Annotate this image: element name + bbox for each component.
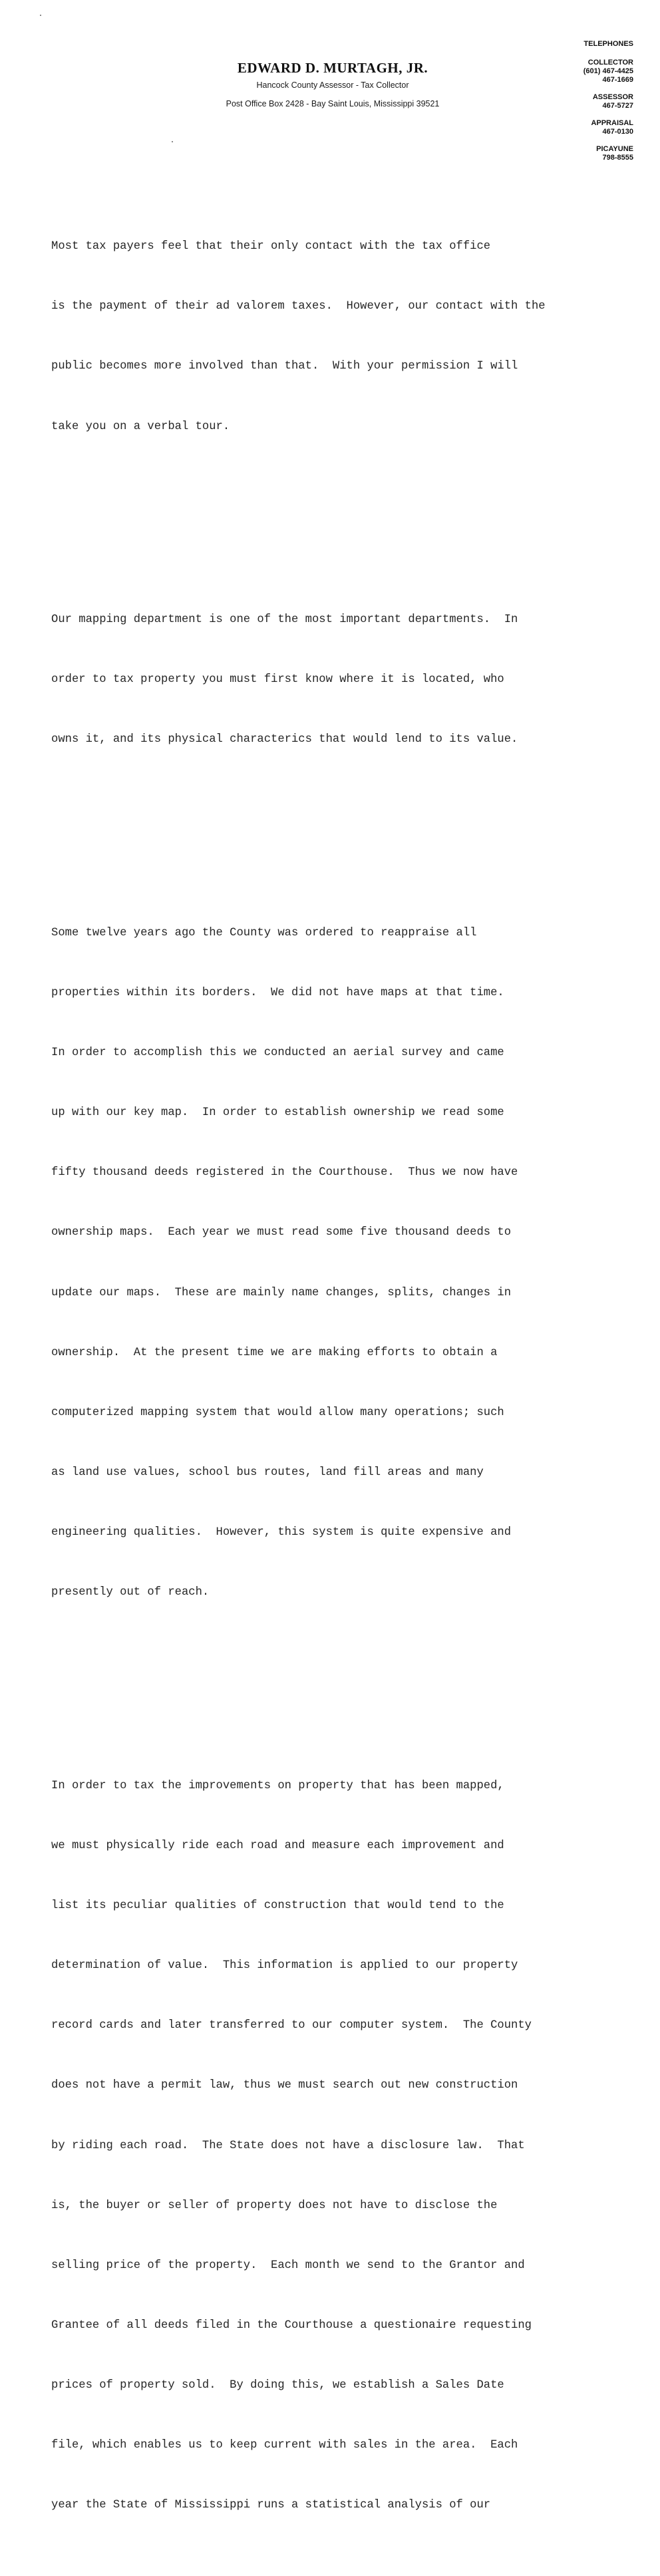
telephones-heading: TELEPHONES — [583, 40, 633, 48]
text-line: In order to tax the improvements on property that has been mapped, — [51, 1779, 504, 1792]
text-line: take you on a verbal tour. — [51, 420, 230, 433]
text-line: presently out of reach. — [51, 1586, 210, 1599]
text-line: list its peculiar qualities of construction that would tend to the — [51, 1899, 504, 1912]
text-line: Our mapping department is one of the most important departments. In — [51, 613, 518, 627]
text-line: owns it, and its physical characterics that would lend to its value. — [51, 733, 518, 746]
phone-group-appraisal — [547, 119, 633, 136]
text-line: engineering qualities. However, this system is quite expensive and — [51, 1526, 512, 1539]
office-title: Hancock County Assessor - Tax Collector — [256, 80, 409, 90]
text-line: record cards and later transferred to our computer system. The County — [51, 2019, 532, 2032]
text-line: Some twelve years ago the County was ordered to reappraise all — [51, 926, 477, 939]
phone-group-collector — [547, 59, 633, 84]
text-line: computerized mapping system that would allow many operations; such — [51, 1406, 504, 1419]
text-line: is, the buyer or seller of property does not have to disclose the — [51, 2199, 498, 2212]
text-line: fifty thousand deeds registered in the Courthouse. Thus we now have — [51, 1166, 518, 1180]
mailing-address: Post Office Box 2428 - Bay Saint Louis, Mississippi 39521 — [226, 99, 440, 108]
text-line: properties within its borders. We did not have maps at that time. — [51, 986, 504, 999]
text-line: as land use values, school bus routes, land fill areas and many — [51, 1466, 484, 1479]
phone-label: APPRAISAL — [591, 119, 633, 127]
paragraph-improvements — [51, 1736, 637, 2556]
phone-number: (601) 467-4425 — [583, 67, 633, 75]
paragraph-mapping — [51, 570, 637, 790]
telephones-block — [547, 40, 633, 171]
text-line: Most tax payers feel that their only contact with the tax office — [51, 240, 491, 253]
text-line: public becomes more involved than that. With your permission I will — [51, 360, 518, 373]
text-line: Grantee of all deeds filed in the Courthouse a questionaire requesting — [51, 2319, 532, 2332]
text-line: file, which enables us to keep current with sales in the area. Each — [51, 2439, 518, 2452]
phone-number: 467-0130 — [602, 128, 633, 136]
text-line: In order to accomplish this we conducted an aerial survey and came — [51, 1046, 504, 1060]
paragraph-reappraisal — [51, 884, 637, 1643]
text-line: selling price of the property. Each month we send to the Grantor and — [51, 2259, 525, 2272]
text-line: year the State of Mississippi runs a statistical analysis of our — [51, 2499, 491, 2512]
assessor-name: EDWARD D. MURTAGH, JR. — [237, 60, 428, 76]
phone-number: 467-1669 — [602, 76, 633, 84]
text-line: does not have a permit law, thus we must search out new construction — [51, 2079, 518, 2092]
letterhead — [200, 60, 466, 108]
phone-label: PICAYUNE — [596, 145, 633, 153]
text-line: prices of property sold. By doing this, we establish a Sales Date — [51, 2379, 504, 2392]
phone-group-assessor — [547, 93, 633, 110]
scan-speck — [40, 15, 41, 16]
text-line: determination of value. This information is applied to our property — [51, 1959, 518, 1973]
phone-label: COLLECTOR — [587, 59, 633, 67]
scan-speck — [172, 141, 173, 142]
text-line: order to tax property you must first know where it is located, who — [51, 673, 504, 687]
letter-body — [51, 157, 637, 2576]
text-line: we must physically ride each road and measure each improvement and — [51, 1839, 504, 1852]
text-line: by riding each road. The State does not have a disclosure law. That — [51, 2139, 525, 2152]
phone-number: 467-5727 — [602, 102, 633, 110]
phone-label: ASSESSOR — [592, 93, 633, 101]
text-line: update our maps. These are mainly name changes, splits, changes in — [51, 1286, 512, 1299]
phone-number: 798-8555 — [602, 154, 633, 162]
text-line: ownership. At the present time we are making efforts to obtain a — [51, 1346, 498, 1359]
paragraph-intro — [51, 197, 637, 477]
text-line: is the payment of their ad valorem taxes. However, our contact with the — [51, 300, 546, 313]
text-line: ownership maps. Each year we must read some five thousand deeds to — [51, 1226, 512, 1239]
text-line: up with our key map. In order to establish ownership we read some — [51, 1106, 504, 1120]
